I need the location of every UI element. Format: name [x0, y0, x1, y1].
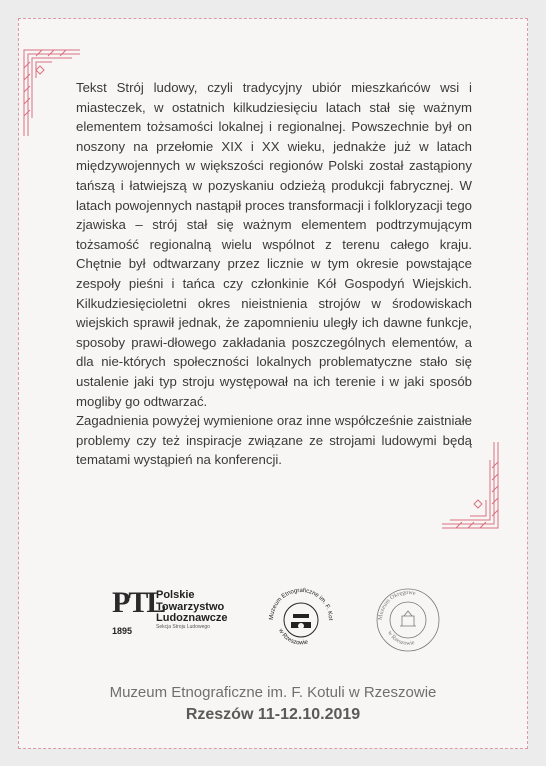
ptl-name — [156, 590, 228, 625]
ptl-name-line-1: Polskie — [156, 589, 195, 601]
ptl-monogram: PTL — [112, 586, 165, 619]
ptl-logo — [112, 586, 262, 646]
seal-mid-city: w Rzeszowie — [277, 628, 309, 647]
paragraph-2: Zagadnienia powyżej wymienione oraz inne współcześnie zaistniałe problemy czy też inspiracje związane ze strojami ludowymi będą tematami wystąpień na konferencji. — [76, 413, 472, 468]
ptl-name-line-3: Ludoznawcze — [156, 612, 228, 624]
body-text — [76, 78, 472, 470]
corner-ornament-top-left — [22, 48, 82, 138]
regional-museum-seal — [370, 580, 446, 660]
museum-name: Muzeum Etnograficzne im. F. Kotuli w Rzeszowie — [109, 684, 437, 701]
seal-right-text: Muzeum Okręgowe — [377, 589, 417, 621]
ptl-name-line-2: Towarzystwo — [156, 600, 225, 613]
seal-right-city: w Rzeszowie — [386, 630, 416, 647]
ptl-year: 1895 — [112, 626, 133, 636]
ptl-section: Sekcja Stroju Ludowego — [156, 624, 210, 630]
event-dates: Rzeszów 11-12.10.2019 — [185, 706, 361, 723]
ethnographic-museum-seal — [263, 580, 339, 660]
logo-row — [0, 580, 546, 660]
paragraph-1: Tekst Strój ludowy, czyli tradycyjny ubiór mieszkańców wsi i miasteczek, w ostatnich kilkudziesięciu latach stał się ważnym elementem tożsamości lokalnej i regionalnej. Powszechnie był on noszony na przełomie XIX i XX wieku, jednakże już w latach międzywojennych w większości regionów Polski został zastąpiony tańszą i łatwiejszą w pozyskaniu odzieżą produkcji fabrycznej. W latach powojennych nastąpił proces transformacji i folkloryzacji tego zjawiska – strój stał się ważnym elementem podtrzymującym tożsamość regionalną wielu wspólnot z terenu całego kraju. Chętnie był odtwarzany przez licznie w tym okresie powstające zespoły pieśni i tańca czy członkinie Kół Gospodyń Wiejskich. Kilkudziesięcioletni okres nieistnienia strojów w środowiskach wiejskich sprawił jednak, że zapomnieniu uległy ich dawne funkcje, sposoby prawi-dłowego zakładania poszczególnych elementów, a dla nie-których społeczności lokalnych problematyczne stało się ustalenie jaki typ stroju występował na ich terenie i w jaki sposób mogliby go odtwarzać. — [76, 80, 472, 409]
seal-mid-text: Muzeum Etnograficzne im. F. Kot — [268, 587, 334, 621]
